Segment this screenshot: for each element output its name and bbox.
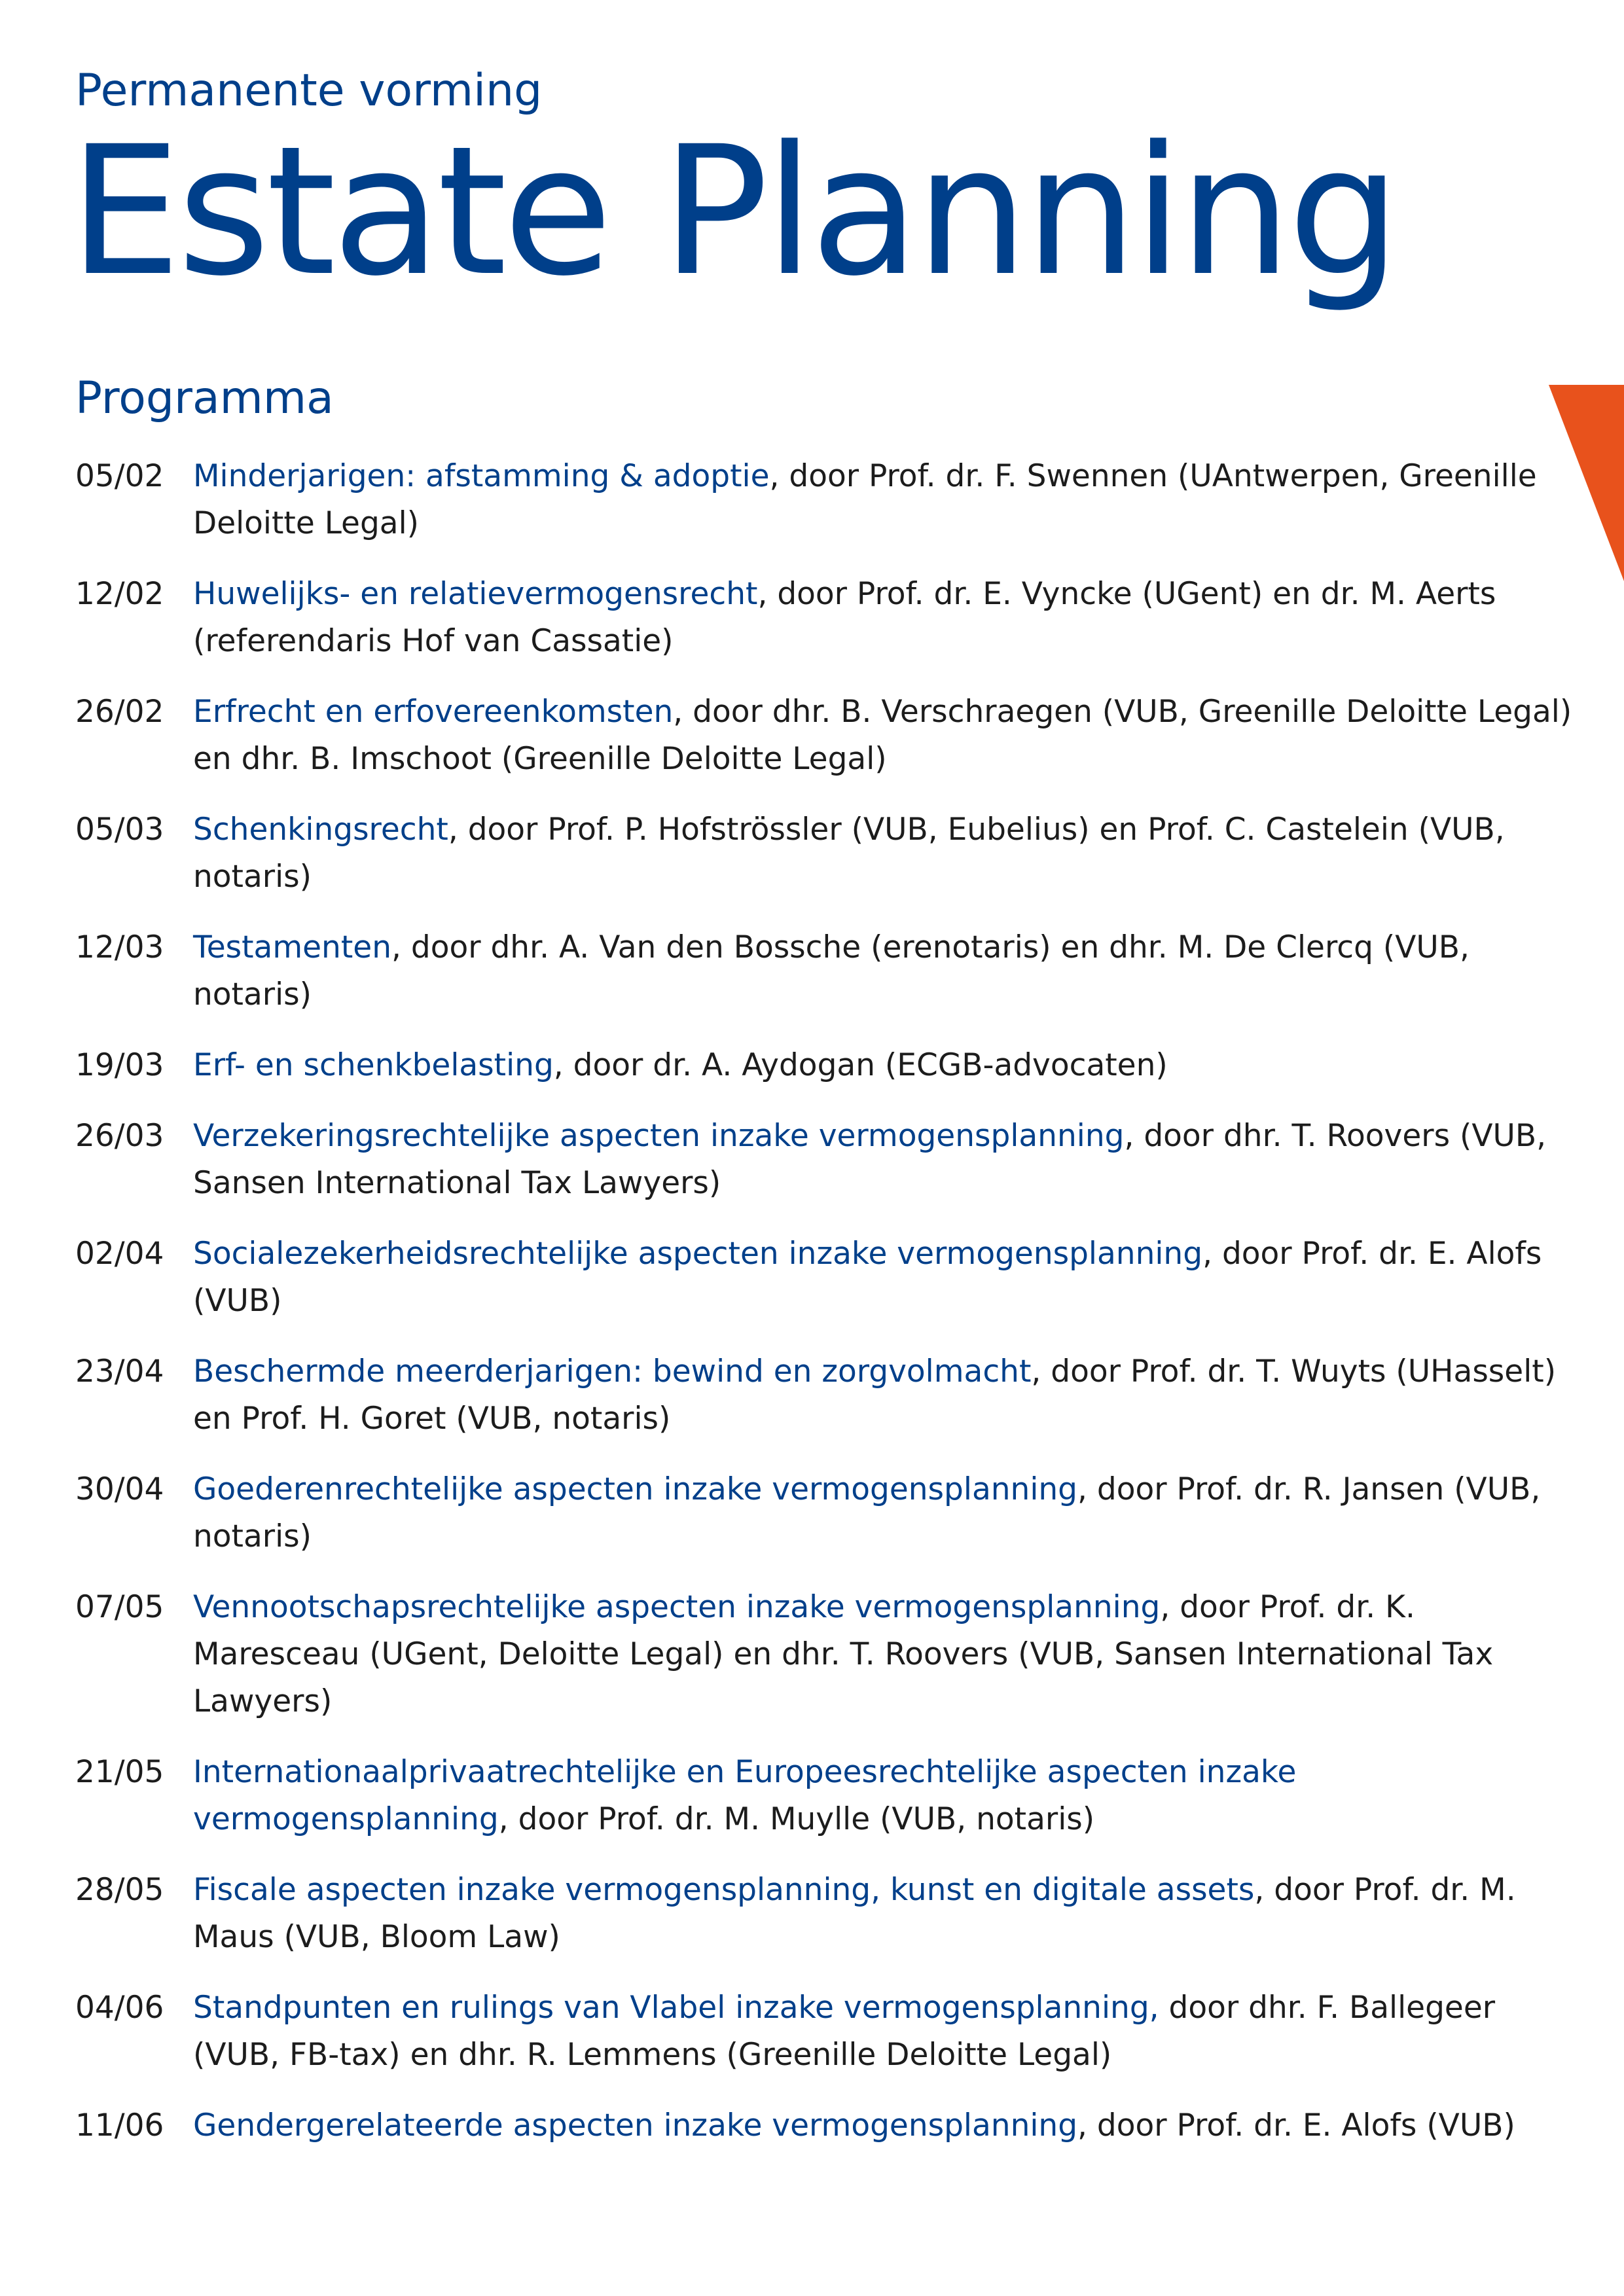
program-date: 07/05 (75, 1589, 164, 1625)
program-entry (75, 1042, 1574, 1089)
program-description (193, 453, 1574, 547)
program-entry (75, 1466, 1574, 1560)
program-topic: Erf- en schenkbelasting (193, 1047, 554, 1083)
program-date: 05/02 (75, 458, 164, 494)
program-speakers: door dhr. F. Ballegeer (VUB, FB-tax) en dhr. R. Lemmens (Greenille Deloitte Legal) (193, 1990, 1496, 2073)
program-entry (75, 1984, 1574, 2079)
program-date: 04/06 (75, 1990, 164, 2026)
program-description (193, 1867, 1574, 1961)
program-speakers: , door Prof. dr. E. Alofs (VUB) (1077, 2108, 1515, 2144)
page-title: Estate Planning (69, 109, 1398, 315)
program-date: 19/03 (75, 1047, 164, 1083)
program-speakers: , door dhr. T. Roovers (VUB, Sansen International Tax Lawyers) (193, 1118, 1547, 1201)
program-date: 12/02 (75, 576, 164, 612)
section-title: Programma (75, 372, 334, 424)
program-speakers: , door Prof. dr. M. Maus (VUB, Bloom Law) (193, 1872, 1516, 1955)
program-topic: Testamenten (193, 929, 391, 965)
program-speakers: , door Prof. P. Hofströssler (VUB, Eubelius) en Prof. C. Castelein (VUB, notaris) (193, 812, 1505, 895)
program-date: 02/04 (75, 1236, 164, 1272)
program-description (193, 1042, 1574, 1089)
program-date: 11/06 (75, 2108, 164, 2144)
program-topic: Erfrecht en erfovereenkomsten (193, 694, 674, 730)
program-speakers: , door Prof. dr. M. Muylle (VUB, notaris) (498, 1801, 1095, 1837)
program-description (193, 1984, 1574, 2079)
program-entry (75, 571, 1574, 665)
program-description (193, 806, 1574, 901)
program-description (193, 1466, 1574, 1560)
program-speakers: , door Prof. dr. T. Wuyts (UHasselt) en Prof. H. Goret (VUB, notaris) (193, 1354, 1557, 1437)
program-speakers: , door dhr. B. Verschraegen (VUB, Greenille Deloitte Legal) en dhr. B. Imschoot (Greenille Deloitte Legal) (193, 694, 1572, 777)
program-description (193, 924, 1574, 1018)
program-topic: Verzekeringsrechtelijke aspecten inzake vermogensplanning (193, 1118, 1125, 1154)
program-date: 23/04 (75, 1354, 164, 1390)
program-topic: Huwelijks- en relatievermogensrecht (193, 576, 758, 612)
program-description (193, 1584, 1574, 1725)
program-topic: Gendergerelateerde aspecten inzake vermogensplanning (193, 2108, 1078, 2144)
program-speakers: , door Prof. dr. E. Vyncke (UGent) en dr. M. Aerts (referendaris Hof van Cassatie) (193, 576, 1496, 659)
program-topic: Goederenrechtelijke aspecten inzake vermogensplanning (193, 1471, 1077, 1507)
program-topic: Fiscale aspecten inzake vermogensplanning, kunst en digitale assets (193, 1872, 1255, 1908)
program-topic: Vennootschapsrechtelijke aspecten inzake vermogensplanning (193, 1589, 1161, 1625)
program-date: 05/03 (75, 812, 164, 848)
program-description (193, 1348, 1574, 1443)
program-date: 30/04 (75, 1471, 164, 1507)
program-date: 26/02 (75, 694, 164, 730)
program-description (193, 2102, 1574, 2149)
program-description (193, 1113, 1574, 1207)
program-speakers: , door Prof. dr. F. Swennen (UAntwerpen, Greenille Deloitte Legal) (193, 458, 1537, 541)
program-speakers: , door Prof. dr. K. Maresceau (UGent, Deloitte Legal) en dhr. T. Roovers (VUB, Sansen International Tax Lawyers) (193, 1589, 1494, 1719)
program-entry (75, 2102, 1574, 2149)
program-speakers: , door Prof. dr. E. Alofs (VUB) (193, 1236, 1542, 1319)
program-entry (75, 924, 1574, 1018)
program-description (193, 1230, 1574, 1325)
program-entry (75, 453, 1574, 547)
program-date: 21/05 (75, 1754, 164, 1790)
program-date: 28/05 (75, 1872, 164, 1908)
program-topic: Minderjarigen: afstamming & adoptie (193, 458, 770, 494)
program-entry (75, 806, 1574, 901)
program-speakers: , door Prof. dr. R. Jansen (VUB, notaris) (193, 1471, 1541, 1554)
program-description (193, 689, 1574, 783)
program-date: 12/03 (75, 929, 164, 965)
program-entry (75, 689, 1574, 783)
program-speakers: , door dr. A. Aydogan (ECGB-advocaten) (553, 1047, 1168, 1083)
program-description (193, 571, 1574, 665)
program-topic: Internationaalprivaatrechtelijke en Europeesrechtelijke aspecten inzake vermogensplanning (193, 1754, 1297, 1837)
program-entry (75, 1230, 1574, 1325)
program-speakers: , door dhr. A. Van den Bossche (erenotaris) en dhr. M. De Clercq (VUB, notaris) (193, 929, 1470, 1013)
program-entry (75, 1113, 1574, 1207)
page-subtitle: Permanente vorming (75, 65, 543, 117)
program-entry (75, 1584, 1574, 1725)
program-entry (75, 1749, 1574, 1843)
program-list (75, 453, 1574, 2173)
program-topic: Schenkingsrecht (193, 812, 448, 848)
program-topic: Socialezekerheidsrechtelijke aspecten inzake vermogensplanning (193, 1236, 1203, 1272)
program-entry (75, 1348, 1574, 1443)
program-topic: Beschermde meerderjarigen: bewind en zorgvolmacht (193, 1354, 1032, 1390)
program-entry (75, 1867, 1574, 1961)
program-topic: Standpunten en rulings van Vlabel inzake vermogensplanning, (193, 1990, 1159, 2026)
program-date: 26/03 (75, 1118, 164, 1154)
program-description (193, 1749, 1574, 1843)
